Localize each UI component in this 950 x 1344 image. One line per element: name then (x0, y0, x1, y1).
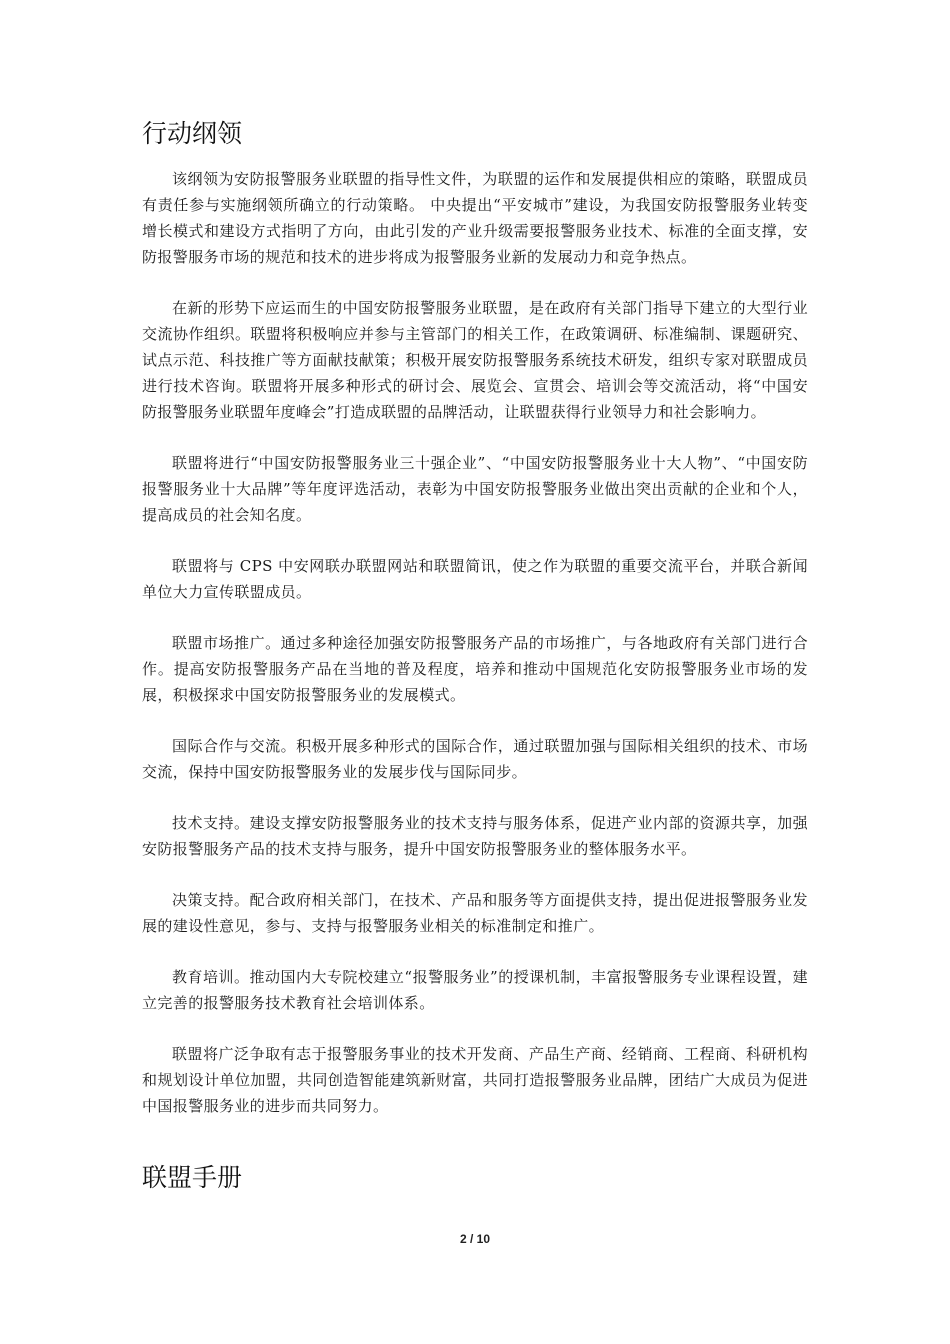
page-number: 2 / 10 (459, 1232, 491, 1246)
paragraph: 联盟将进行“中国安防报警服务业三十强企业”、“中国安防报警服务业十大人物”、“中国安防报警服务业十大品牌”等年度评选活动，表彰为中国安防报警服务业做出突出贡献的企业和个人，提高成员的社会知名度。 (142, 454, 808, 524)
paragraph: 国际合作与交流。积极开展多种形式的国际合作，通过联盟加强与国际相关组织的技术、市场交流，保持中国安防报警服务业的发展步伐与国际同步。 (142, 737, 808, 781)
paragraph: 决策支持。配合政府相关部门，在技术、产品和服务等方面提供支持，提出促进报警服务业发展的建设性意见，参与、支持与报警服务业相关的标准制定和推广。 (142, 891, 808, 935)
body-text (142, 166, 808, 1144)
paragraph: 联盟将与 CPS 中安网联办联盟网站和联盟简讯，使之作为联盟的重要交流平台，并联合新闻单位大力宣传联盟成员。 (142, 557, 808, 601)
paragraph: 教育培训。推动国内大专院校建立“报警服务业”的授课机制，丰富报警服务专业课程设置，建立完善的报警服务技术教育社会培训体系。 (142, 968, 808, 1012)
section-title-alliance-handbook: 联盟手册 (142, 1163, 243, 1192)
paragraph: 在新的形势下应运而生的中国安防报警服务业联盟，是在政府有关部门指导下建立的大型行业交流协作组织。联盟将积极响应并参与主管部门的相关工作，在政策调研、标准编制、课题研究、试点示范、科技推广等方面献技献策；积极开展安防报警服务系统技术研发，组织专家对联盟成员进行技术咨询。联盟将开展多种形式的研讨会、展览会、宣贯会、培训会等交流活动，将“中国安防报警服务业联盟年度峰会”打造成联盟的品牌活动，让联盟获得行业领导力和社会影响力。 (142, 299, 808, 421)
section-title-action-program: 行动纲领 (142, 119, 243, 148)
paragraph: 该纲领为安防报警服务业联盟的指导性文件，为联盟的运作和发展提供相应的策略，联盟成员有责任参与实施纲领所确立的行动策略。 中央提出“平安城市”建设，为我国安防报警服务业转变增长模式和建设方式指明了方向，由此引发的产业升级需要报警服务业技术、标准的全面支撑，安防报警服务市场的规范和技术的进步将成为报警服务业新的发展动力和竞争热点。 (142, 170, 808, 266)
paragraph: 联盟将广泛争取有志于报警服务事业的技术开发商、产品生产商、经销商、工程商、科研机构和规划设计单位加盟，共同创造智能建筑新财富，共同打造报警服务业品牌，团结广大成员为促进中国报警服务业的进步而共同努力。 (142, 1045, 808, 1115)
paragraph: 技术支持。建设支撑安防报警服务业的技术支持与服务体系，促进产业内部的资源共享，加强安防报警服务产品的技术支持与服务，提升中国安防报警服务业的整体服务水平。 (142, 814, 808, 858)
paragraph: 联盟市场推广。通过多种途径加强安防报警服务产品的市场推广，与各地政府有关部门进行合作。提高安防报警服务产品在当地的普及程度，培养和推动中国规范化安防报警服务业市场的发展，积极探求中国安防报警服务业的发展模式。 (142, 634, 808, 704)
